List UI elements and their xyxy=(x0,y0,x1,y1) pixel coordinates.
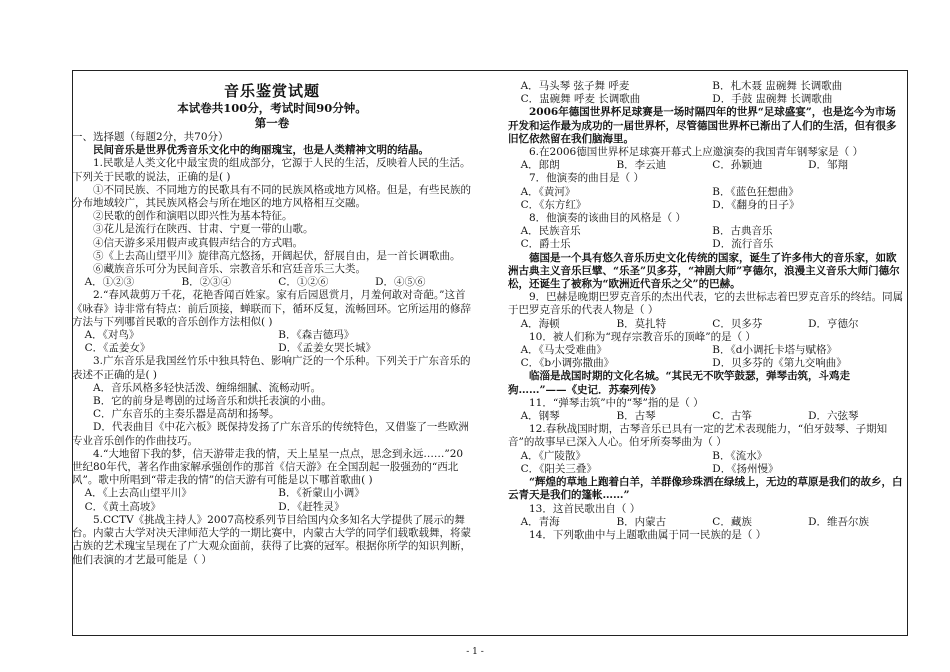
question-10-stem: 10．被人们称为“现存宗教音乐的顶峰”的是（ ） xyxy=(529,330,756,343)
question-2-options xyxy=(72,329,472,355)
section-intro: 民间音乐是世界优秀音乐文化中的绚丽瑰宝，也是人类精神文明的结晶。 xyxy=(93,144,429,157)
option[interactable]: D．维吾尔族 xyxy=(808,515,870,528)
option[interactable]: D．流行音乐 xyxy=(712,238,774,251)
question-7-stem: 7．他演奏的曲目是（ ） xyxy=(529,172,645,185)
question-8-stem: 8．他演奏的该曲目的风格是（ ） xyxy=(529,212,687,225)
option[interactable]: D．《赶牲灵》 xyxy=(278,500,345,513)
question-14-stem: 14．下列歌曲中与上题歌曲属于同一民族的是（ ） xyxy=(529,528,767,541)
option[interactable]: A．音乐风格多轻快活泼、缠绵细腻、流畅动听。 xyxy=(93,381,322,394)
option[interactable]: B．它的前身是粤剧的过场音乐和烘托表演的小曲。 xyxy=(93,395,332,408)
option[interactable]: D．邹翔 xyxy=(808,159,849,172)
option[interactable]: C．贝多芬 xyxy=(712,317,763,330)
option[interactable]: C．古筝 xyxy=(712,410,752,423)
option[interactable]: D．④⑤⑥ xyxy=(375,276,426,289)
question-8-options xyxy=(508,225,904,251)
option[interactable]: B．《蓝色狂想曲》 xyxy=(712,185,799,198)
left-column xyxy=(72,80,472,567)
option[interactable]: C．①②⑥ xyxy=(278,276,329,289)
question-13-stem: 13．这首民歌出自（ ） xyxy=(529,502,641,515)
question-4-stem: 4.“大地留下我的梦，信天游带走我的情，天上星星一点点，思念到永远……”20世纪80年代，著名作曲家解承强创作的那首《信天游》在全国刮起一股强劲的“西北风”。歌中所唱到“带走我的情”的信天游有可能是以下哪首歌曲( ) xyxy=(72,447,464,487)
option[interactable]: B．莫扎特 xyxy=(616,317,667,330)
option[interactable]: A．马头琴 弦子舞 呼麦 xyxy=(520,80,630,92)
passage-grassland: “辉煌的草地上跑着白羊，羊群像珍珠洒在绿绒上，无边的草原是我们的故乡，白云青天是我们的篷帐……” xyxy=(508,476,903,502)
question-5-options xyxy=(508,80,904,106)
page-title: 音乐鉴赏试题 xyxy=(223,82,320,100)
option[interactable]: C．孙颖迪 xyxy=(712,159,763,172)
option[interactable]: C．《阳关三叠》 xyxy=(520,462,597,475)
option[interactable]: B．札木聂 盅碗舞 长调歌曲 xyxy=(712,80,843,92)
passage-linzi: 临淄是战国时期的文化名城。“其民无不吹竽鼓瑟，弹琴击筑，斗鸡走狗……”——《史记．苏秦列传》 xyxy=(508,370,851,396)
passage-germany: 德国是一个具有悠久音乐历史文化传统的国家，诞生了许多伟大的音乐家，如欧洲古典主义音乐巨擘、“乐圣”贝多芬，“神剧大师”亨德尔，浪漫主义音乐大师门德尔松，还诞生了被称为“欧洲近代音乐之父”的巴赫。 xyxy=(508,251,900,291)
question-1-item: ⑥藏族音乐可分为民间音乐、宗教音乐和宫廷音乐三大类。 xyxy=(93,263,366,276)
question-3-stem: 3.广东音乐是我国丝竹乐中独具特色、影响广泛的一个乐种。下列关于广东音乐的表述不正确的是( ) xyxy=(72,355,471,381)
option[interactable]: B．李云迪 xyxy=(616,159,667,172)
option[interactable]: B．《祈蒙山小调》 xyxy=(278,487,365,500)
option[interactable]: A．①②③ xyxy=(84,276,135,289)
option[interactable]: B．古琴 xyxy=(616,410,656,423)
question-6-stem: 6.在2006德国世界杯足球赛开幕式上应邀演奏的我国青年钢琴家是（ ） xyxy=(529,146,864,159)
question-12-stem: 12.春秋战国时期，古琴音乐已具有一定的艺术表现能力，“伯牙鼓琴、子期知音”的故事早已深入人心。伯牙所奏琴曲为（ ） xyxy=(508,423,888,449)
exam-info: 本试卷共100分，考试时间90分钟。 xyxy=(177,101,367,115)
question-9-stem: 9．巴赫是晚期巴罗克音乐的杰出代表，它的去世标志着巴罗克音乐的终结。同属于巴罗克音乐的代表人物是（ ） xyxy=(508,291,904,317)
option[interactable]: B．《森吉德玛》 xyxy=(278,329,355,342)
question-7-options xyxy=(508,186,904,212)
passage-world-cup: 2006年德国世界杯足球赛是一场时隔四年的世界“足球盛宴”，也是迄今为市场开发和运作最为成功的一届世界杯，尽管德国世界杯已渐出了人们的生活，但有很多旧忆依然留在我们脑海里。 xyxy=(508,106,897,145)
option[interactable]: A．海顿 xyxy=(520,317,560,330)
section-heading: 一、选择题（每题2分，共70分） xyxy=(72,131,229,143)
option[interactable]: A．《对鸟》 xyxy=(84,329,140,342)
question-12-options xyxy=(508,450,904,476)
option[interactable]: D．《翻身的日子》 xyxy=(712,198,800,211)
option[interactable]: A．《上去高山望平川》 xyxy=(84,487,192,500)
page-number: - 1 - xyxy=(466,647,484,657)
option[interactable]: D．《扬州慢》 xyxy=(712,462,779,475)
option[interactable]: C．盅碗舞 呼麦 长调歌曲 xyxy=(520,93,641,106)
option[interactable]: C．《b小调弥撒曲》 xyxy=(520,357,615,370)
question-1-options xyxy=(72,276,472,289)
option[interactable]: A．《马太受难曲》 xyxy=(520,344,607,357)
option[interactable]: D．手鼓 盅碗舞 长调歌曲 xyxy=(712,93,833,106)
option[interactable]: B．②③④ xyxy=(181,276,232,289)
question-6-options xyxy=(508,159,904,172)
question-1-item: ③花儿是流行在陕西、甘肃、宁夏一带的山歌。 xyxy=(93,223,314,236)
question-13-options xyxy=(508,516,904,529)
question-1-item: ②民歌的创作和演唱以即兴性为基本特征。 xyxy=(93,210,293,223)
option[interactable]: C．藏族 xyxy=(712,515,752,528)
option[interactable]: C．《孟姜女》 xyxy=(84,342,151,355)
question-5-stem: 5.CCTV《挑战主持人》2007高校系列节目给国内众多知名大学提供了展示的舞台。内蒙古大学对决天津师范大学的一期比赛中，内蒙古大学的同学们载歌载舞，将蒙古族的艺术瑰宝呈现在了广大观众面前，获得了比赛的冠军。根据你所学的知识判断，他们表演的才艺最可能是（ ） xyxy=(72,513,471,566)
volume-heading: 第一卷 xyxy=(254,116,290,130)
question-2-stem: 2.“春风裁剪万千花，花艳香闻百姓家。家有后园恩赏月，月羞何敢对奇葩。”这首《咏春》诗非常有特点：前后顶接，蝉联而下，循环反复，流畅回环。它所运用的修辞方法与下列哪首民歌的音乐创作方法相似( ) xyxy=(72,289,471,328)
question-11-stem: 11．“弹琴击筑”中的“琴”指的是（ ） xyxy=(529,396,704,409)
question-1-item: ⑤《上去高山望平川》旋律高亢悠扬，开阔起伏，舒展自由，是一首长调歌曲。 xyxy=(93,249,461,262)
option[interactable]: C．《黄土高坡》 xyxy=(84,500,161,513)
question-11-options xyxy=(508,410,904,423)
option[interactable]: A．青海 xyxy=(520,515,560,528)
question-4-options xyxy=(72,487,472,513)
question-1-stem: 1.民歌是人类文化中最宝贵的组成部分，它源于人民的生活，反映着人民的生活。下列关于民歌的说法，正确的是( ) xyxy=(72,157,471,183)
option[interactable]: A．郎朗 xyxy=(520,159,560,172)
option[interactable]: D．亨德尔 xyxy=(808,317,859,330)
question-9-options xyxy=(508,318,904,331)
question-1-item: ①不同民族、不同地方的民歌具有不同的民族风格或地方风格。但是，有些民族的分布地域较广，其民族风格会与所在地区的地方风格相互交融。 xyxy=(72,183,471,210)
option[interactable]: B．《d小调托卡塔与赋格》 xyxy=(712,344,837,357)
option[interactable]: D．贝多芬的《第九交响曲》 xyxy=(712,357,847,370)
option[interactable]: A．《黄河》 xyxy=(520,185,576,198)
option[interactable]: D．《孟姜女哭长城》 xyxy=(278,342,376,355)
option[interactable]: C．《东方红》 xyxy=(520,198,587,211)
question-10-options xyxy=(508,344,904,370)
right-column xyxy=(508,80,904,542)
option[interactable]: C．爵士乐 xyxy=(520,238,571,251)
option[interactable]: A．民族音乐 xyxy=(520,225,581,238)
option[interactable]: A．钢琴 xyxy=(520,410,560,423)
option[interactable]: D．六弦琴 xyxy=(808,410,859,423)
option[interactable]: D．代表曲目《中花六板》既保持发扬了广东音乐的传统特色，又借鉴了一些欧洲专业音乐创作的作曲技巧。 xyxy=(72,421,469,447)
option[interactable]: A．《广陵散》 xyxy=(520,449,586,462)
option[interactable]: B．古典音乐 xyxy=(712,225,773,238)
question-1-item: ④信天游多采用假声或真假声结合的方式唱。 xyxy=(93,236,303,249)
option[interactable]: B．《流水》 xyxy=(712,449,768,462)
option[interactable]: B．内蒙古 xyxy=(616,515,667,528)
option[interactable]: C．广东音乐的主奏乐器是高胡和扬琴。 xyxy=(93,408,280,421)
